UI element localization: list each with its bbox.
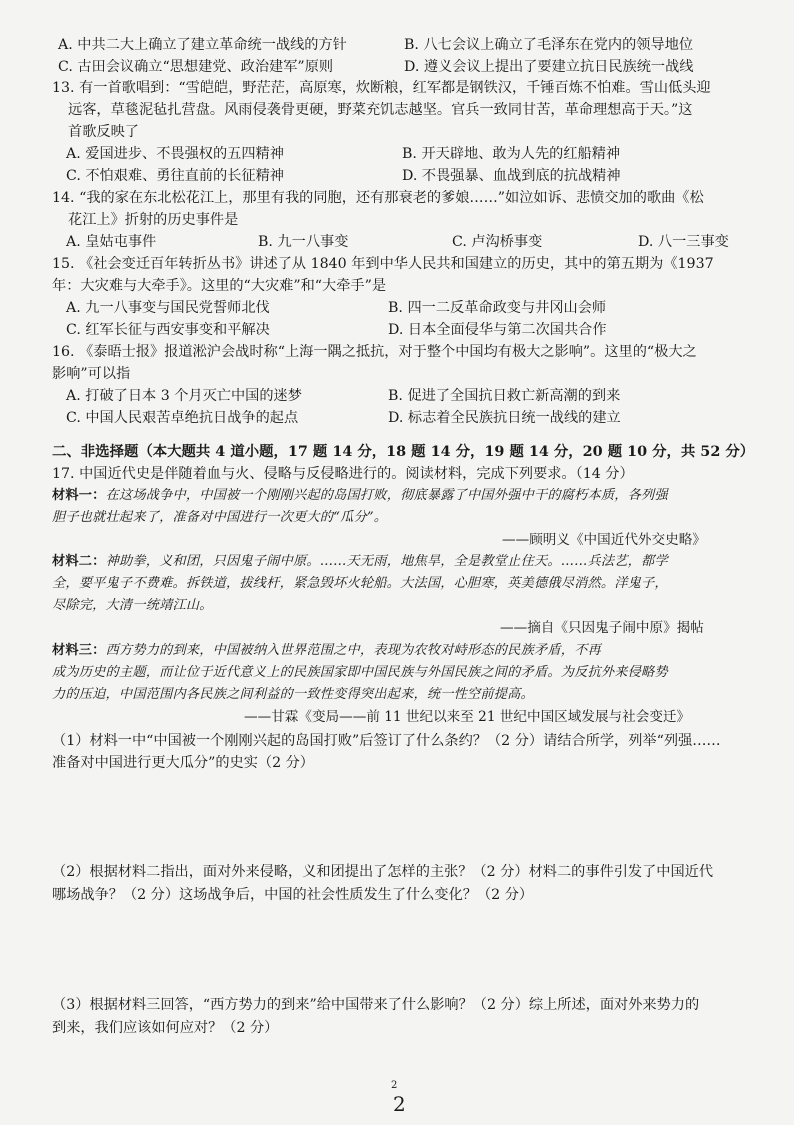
q15-stem-line1: 15. 《社会变迁百年转折丛书》讲述了从 1840 年到中华人民共和国建立的历史，其中的第五期为《1937 [52,256,714,272]
q16-stem-line1: 16. 《泰晤士报》报道淞沪会战时称“上海一隅之抵抗，对于整个中国均有极大之影响”。这里的“极大之 [52,344,697,360]
q15-stem-line2: 年：大灾难与大牵手》。这里的“大灾难”和“大牵手”是 [52,278,387,294]
q13-option-b: B. 开天辟地、敢为人先的红船精神 [402,146,621,162]
q15-option-d: D. 日本全面侵华与第二次国共合作 [388,322,607,338]
material-3-line2: 成为历史的主题，而让位于近代意义上的民族国家即中国民族与外国民族之间的矛盾。为反抗外来侵略势 [52,665,668,680]
material-1-line2: 胆子也就壮起来了，准备对中国进行一次更大的“瓜分”。 [52,510,388,525]
q14-option-a: A. 皇姑屯事件 [66,234,157,250]
q15-option-b: B. 四一二反革命政变与井冈山会师 [388,300,607,316]
material-2-line2: 全，要平鬼子不费难。拆铁道，拔线杆，紧急毁坏火轮船。大法国，心胆寒，英美德俄尽消然。洋鬼子， [52,576,668,591]
material-2-line1 [52,551,750,573]
q14-option-c: C. 卢沟桥事变 [452,234,543,250]
q15-option-c: C. 红军长征与西安事变和平解决 [66,322,270,338]
page-number: 2 [393,1092,406,1116]
q17-sub2-line2: 哪场战争？（2 分）这场战争后，中国的社会性质发生了什么变化？（2 分） [52,887,534,903]
q17-sub1-line2: 准备对中国进行更大瓜分”的史实（2 分） [52,755,314,771]
material-1-line1 [52,485,750,507]
q13-stem-line3: 首歌反映了 [68,124,139,140]
q16-option-d: D. 标志着全民族抗日统一战线的建立 [388,410,621,426]
q16-option-b: B. 促进了全国抗日救亡新高潮的到来 [388,388,621,404]
q14-option-b: B. 九一八事变 [258,234,349,250]
material-2-label: 材料二： [52,554,106,569]
section-title: 二、非选择题（本大题共 4 道小题，17 题 14 分，18 题 14 分，19 题 14 分，20 题 10 分，共 52 分） [52,443,755,460]
q17-sub1-line1: （1）材料一中“中国被一个刚刚兴起的岛国打败”后签订了什么条约？（2 分）请结合所学，列举“列强…… [52,733,721,749]
material-3-text: 西方势力的到来，中国被纳入世界范围之中，表现为农牧对峙形态的民族矛盾，不再 [105,643,601,658]
material-2-source: ——摘自《只因鬼子闹中原》揭帖 [500,620,704,636]
q14-stem-line1: 14. “我的家在东北松花江上，那里有我的同胞，还有那衰老的爹娘……”如泣如诉、悲愤交加的歌曲《松 [52,190,704,206]
material-2-text: 神助拳，义和团，只因鬼子闹中原。……天无雨，地焦旱，全是教堂止住天。……兵法艺，都学 [105,554,668,569]
q14-stem-line2: 花江上》折射的历史事件是 [68,212,239,228]
q12-option-c: C. 古田会议确立“思想建党、政治建军”原则 [58,59,334,75]
q13-option-d: D. 不畏强暴、血战到底的抗战精神 [402,168,621,184]
page-number-small: 2 [391,1080,398,1091]
q13-option-c: C. 不怕艰难、勇往直前的长征精神 [66,168,284,184]
material-1-label: 材料一： [52,488,106,503]
q13-stem-line1: 13. 有一首歌唱到：“雪皑皑，野茫茫，高原寒，炊断粮，红军都是钢铁汉，千锤百炼不怕难。雪山低头迎 [52,80,711,96]
material-3-line1 [52,640,750,662]
q13-stem-line2: 远客，草毯泥毡扎营盘。风雨侵袭骨更硬，野菜充饥志越坚。官兵一致同甘苦，革命理想高于天。”这 [68,102,693,118]
q12-option-d: D. 遵义会议上提出了要建立抗日民族统一战线 [404,59,694,75]
material-1-text: 在这场战争中，中国被一个刚刚兴起的岛国打败，彻底暴露了中国外强中干的腐朽本质，各列强 [105,488,668,503]
q12-option-a: A. 中共二大上确立了建立革命统一战线的方针 [58,37,347,53]
q16-option-a: A. 打破了日本 3 个月灭亡中国的迷梦 [66,388,302,404]
q12-option-b: B. 八七会议上确立了毛泽东在党内的领导地位 [404,37,694,53]
q17-intro: 17. 中国近代史是伴随着血与火、侵略与反侵略进行的。阅读材料，完成下列要求。（14 分） [52,466,634,482]
material-3-source: ——甘霖《变局——前 11 世纪以来至 21 世纪中国区域发展与社会变迁》 [244,709,691,725]
material-2-line3: 尽除完，大清一统靖江山。 [52,598,213,613]
material-3-label: 材料三： [52,643,106,658]
q16-stem-line2: 影响”可以指 [52,366,131,382]
material-1-source: ——顾明义《中国近代外交史略》 [502,532,706,548]
q17-sub2-line1: （2）根据材料二指出，面对外来侵略，义和团提出了怎样的主张？（2 分）材料二的事件引发了中国近代 [52,864,714,880]
q15-option-a: A. 九一八事变与国民党誓师北伐 [66,300,270,316]
q14-option-d: D. 八一三事变 [638,234,729,250]
q13-option-a: A. 爱国进步、不畏强权的五四精神 [66,146,284,162]
material-3-line3: 力的压迫，中国范围内各民族之间利益的一致性变得突出起来，统一性空前提高。 [52,687,534,702]
q16-option-c: C. 中国人民艰苦卓绝抗日战争的起点 [66,410,299,426]
q17-sub3-line2: 到来，我们应该如何应对？（2 分） [52,1020,279,1036]
q17-sub3-line1: （3）根据材料三回答，“西方势力的到来”给中国带来了什么影响？（2 分）综上所述，面对外来势力的 [52,997,700,1013]
